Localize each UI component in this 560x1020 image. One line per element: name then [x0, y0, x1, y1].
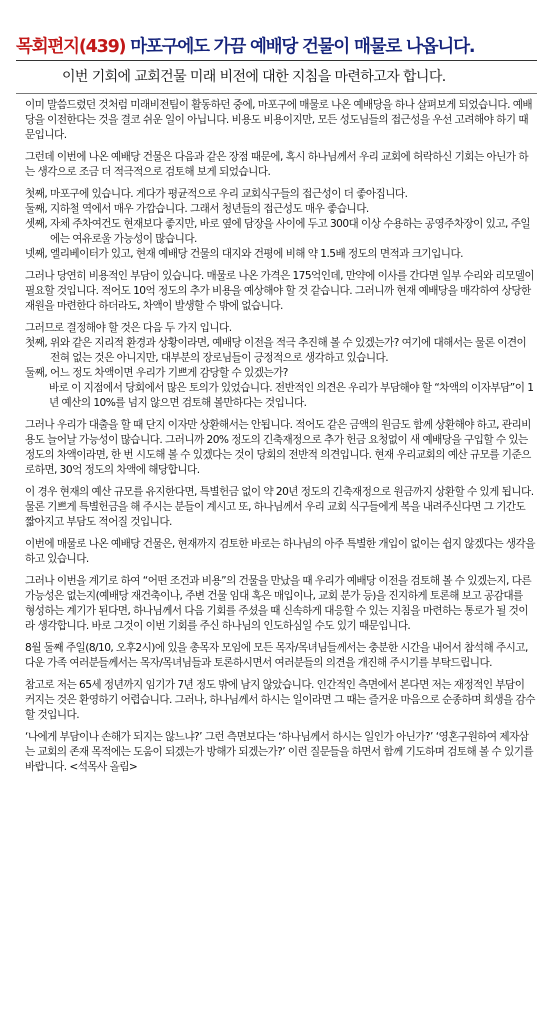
list-item — [25, 187, 535, 202]
paragraph-assessment — [25, 537, 535, 567]
paragraph-text: 8월 둘째 주일(8/10, 오후2시)에 있을 총목자 모임에 모든 목자/목녀님들께서는 충분한 시간을 내어서 참석해 주시고, 다운 가족 여러분들께서는 목자/목녀님들과 토론하시면서 여러분들의 의견을 개진해 주시기를 부탁드립니다. — [25, 642, 528, 669]
page-subtitle: 이번 기회에 교회건물 미래 비전에 대한 지침을 마련하고자 합니다. — [62, 69, 446, 85]
paragraph-guidelines — [25, 574, 535, 634]
subtitle-divider — [16, 93, 537, 94]
paragraph-intro — [25, 98, 535, 143]
paragraph-cost — [25, 269, 535, 314]
paragraph-text: 그런데 이번에 나온 예배당 건물은 다음과 같은 장점 때문에, 혹시 하나님께서 우리 교회에 허락하신 기회는 아닌가 하는 생각으로 조금 더 적극적으로 검토해 보게 되었습니다. — [25, 151, 529, 178]
paragraph-loan — [25, 418, 535, 478]
list-item-label: 넷째, — [25, 248, 48, 260]
paragraph-text: 그러나 당연히 비용적인 부담이 있습니다. 매물로 나온 가격은 175억인데, 만약에 이사를 간다면 일부 수리와 리모델이 필요할 것입니다. 적어도 10억 정도의 추가 비용을 예상해야 할 것 같습니다. 그러니까 현재 예배당을 매각하여 상당한 재원을 마련한다 하더라도, 차액이 발생할 수 밖에 없습니다. — [25, 270, 535, 312]
list-item-label: 첫째, — [25, 188, 48, 200]
paragraph-text: 이미 말씀드렸던 것처럼 미래비전팀이 활동하던 중에, 마포구에 매물로 나온 예배당을 하나 살펴보게 되었습니다. 예배당을 이전한다는 것을 결코 쉬운 일이 아닙니다. 비용도 비용이지만, 모든 성도님들의 접근성을 우선 고려해야 하기 때문입니다. — [25, 99, 533, 141]
title-divider — [16, 60, 537, 61]
list-item-text: 지하철 역에서 매우 가깝습니다. 그래서 청년들의 접근성도 매우 좋습니다. — [50, 203, 369, 215]
paragraph-closing — [25, 730, 535, 775]
title-number: 목회편지(439) — [16, 37, 126, 57]
paragraph-text: 참고로 저는 65세 정년까지 임기가 7년 정도 밖에 남지 않았습니다. 인간적인 측면에서 본다면 저는 재정적인 부담이 커지는 것은 환영하기 어렵습니다. 그러나, 하나님께서 하시는 일이라면 그 때는 즐거운 마음으로 순종하며 희생을 감수할 것입니다. — [25, 679, 535, 721]
decision-intro: 그러므로 결정해야 할 것은 다음 두 가지 입니다. — [25, 322, 232, 334]
list-item-text: 자체 주차여건도 현재보다 좋지만, 바로 옆에 담장을 사이에 두고 300대 이상 수용하는 공영주차장이 있고, 주일에는 여유로울 가능성이 많습니다. — [50, 218, 531, 245]
list-item — [25, 247, 535, 262]
decision-section — [25, 321, 535, 411]
paragraph-text: 그러나 이번을 계기로 하여 “어떤 조건과 비용”의 건물을 만났을 때 우리가 예배당 이전을 검토해 볼 수 있겠는지, 다른 가능성은 없는지(예배당 재건축이나, 주변 건물 임대 혹은 매입이나, 교회 분가 등)을 진지하게 토론해 보고 공감대를 형성하는 계기가 된다면, 하나님께서 다음 기회를 주셨을 때 신속하게 대응할 수 있는 지침을 마련하는 통로가 될 것이라 생각합니다. 바로 그것이 이번 기회를 주신 하나님의 인도하심일 수도 있기 때문입니다. — [25, 575, 532, 632]
paragraph-personal — [25, 678, 535, 723]
paragraph-opportunity — [25, 150, 535, 180]
list-item-label: 둘째, — [25, 203, 48, 215]
list-item-label: 둘째, — [25, 367, 48, 379]
page-title — [16, 36, 538, 58]
paragraph-text: 이번에 매물로 나온 예배당 건물은, 현재까지 검토한 바로는 하나님의 아주 특별한 개입이 없이는 쉽지 않겠다는 생각을 하고 있습니다. — [25, 538, 535, 565]
list-item-text: 마포구에 있습니다. 게다가 평균적으로 우리 교회식구들의 접근성이 더 좋아집니다. — [50, 188, 408, 200]
paragraph-meeting — [25, 641, 535, 671]
list-item — [25, 366, 535, 381]
list-item-text: 엘리베이터가 있고, 현재 예배당 건물의 대지와 건평에 비해 약 1.5배 정도의 면적과 크기입니다. — [50, 248, 463, 260]
list-item — [25, 217, 535, 247]
list-item-label: 첫째, — [25, 337, 48, 349]
paragraph-text: ‘나에게 부담이나 손해가 되지는 않느냐?’ 그런 측면보다는 ‘하나님께서 하시는 일인가 아닌가?’ ‘영혼구원하여 제자삼는 교회의 존재 목적에는 도움이 되겠는가 방해가 되겠는가?’ 이런 질문들을 하면서 함께 기도하며 검토해 볼 수 있기를 바랍니다. <석목사 올림> — [25, 731, 534, 773]
advantages-list — [25, 187, 535, 262]
paragraph-text: 그러나 우리가 대출을 할 때 단지 이자만 상환해서는 안됩니다. 적어도 같은 금액의 원금도 함께 상환해야 하고, 관리비용도 늘어날 가능성이 많습니다. 그러니까 20% 정도의 긴축재정으로 추가 헌금 요청없이 새 예배당을 구입할 수 있는 정도의 차액이라면, 한 번 시도해 볼 수 있겠다는 것이 당회의 전반적 의견입니다. 현재 우리교회의 예산 규모를 기준으로하면, 30억 정도의 차액에 해당합니다. — [25, 419, 531, 476]
list-item-text: 어느 정도 차액이면 우리가 기쁘게 감당할 수 있겠는가? — [50, 367, 288, 379]
paragraph-budget — [25, 485, 535, 530]
letter-body — [25, 98, 535, 782]
title-text: 마포구에도 가끔 예배당 건물이 매물로 나옵니다. — [125, 37, 475, 57]
list-item — [25, 336, 535, 366]
decision-note: 바로 이 지점에서 당회에서 많은 토의가 있었습니다. 전반적인 의견은 우리가 부담해야 할 “차액의 이자부담”이 1년 예산의 10%를 넘지 않으면 검토해 볼만하다는 것입니다. — [49, 382, 534, 409]
paragraph-text: 이 경우 현재의 예산 규모를 유지한다면, 특별헌금 없이 약 20년 정도의 긴축재정으로 원금까지 상환할 수 있게 됩니다. 물론 기쁘게 특별헌금을 해 주시는 분들이 계시고 또, 하나님께서 우리 교회 식구들에게 복을 내려주신다면 그 기간도 짧아지고 부담도 적어질 것입니다. — [25, 486, 534, 528]
list-item-text: 위와 같은 지리적 환경과 상황이라면, 예배당 이전을 적극 추진해 볼 수 있겠는가? 여기에 대해서는 물론 이견이 전혀 없는 것은 아니지만, 대부분의 장로님들이 긍정적으로 생각하고 있습니다. — [50, 337, 527, 364]
list-item-label: 셋째, — [25, 218, 48, 230]
list-item — [25, 202, 535, 217]
